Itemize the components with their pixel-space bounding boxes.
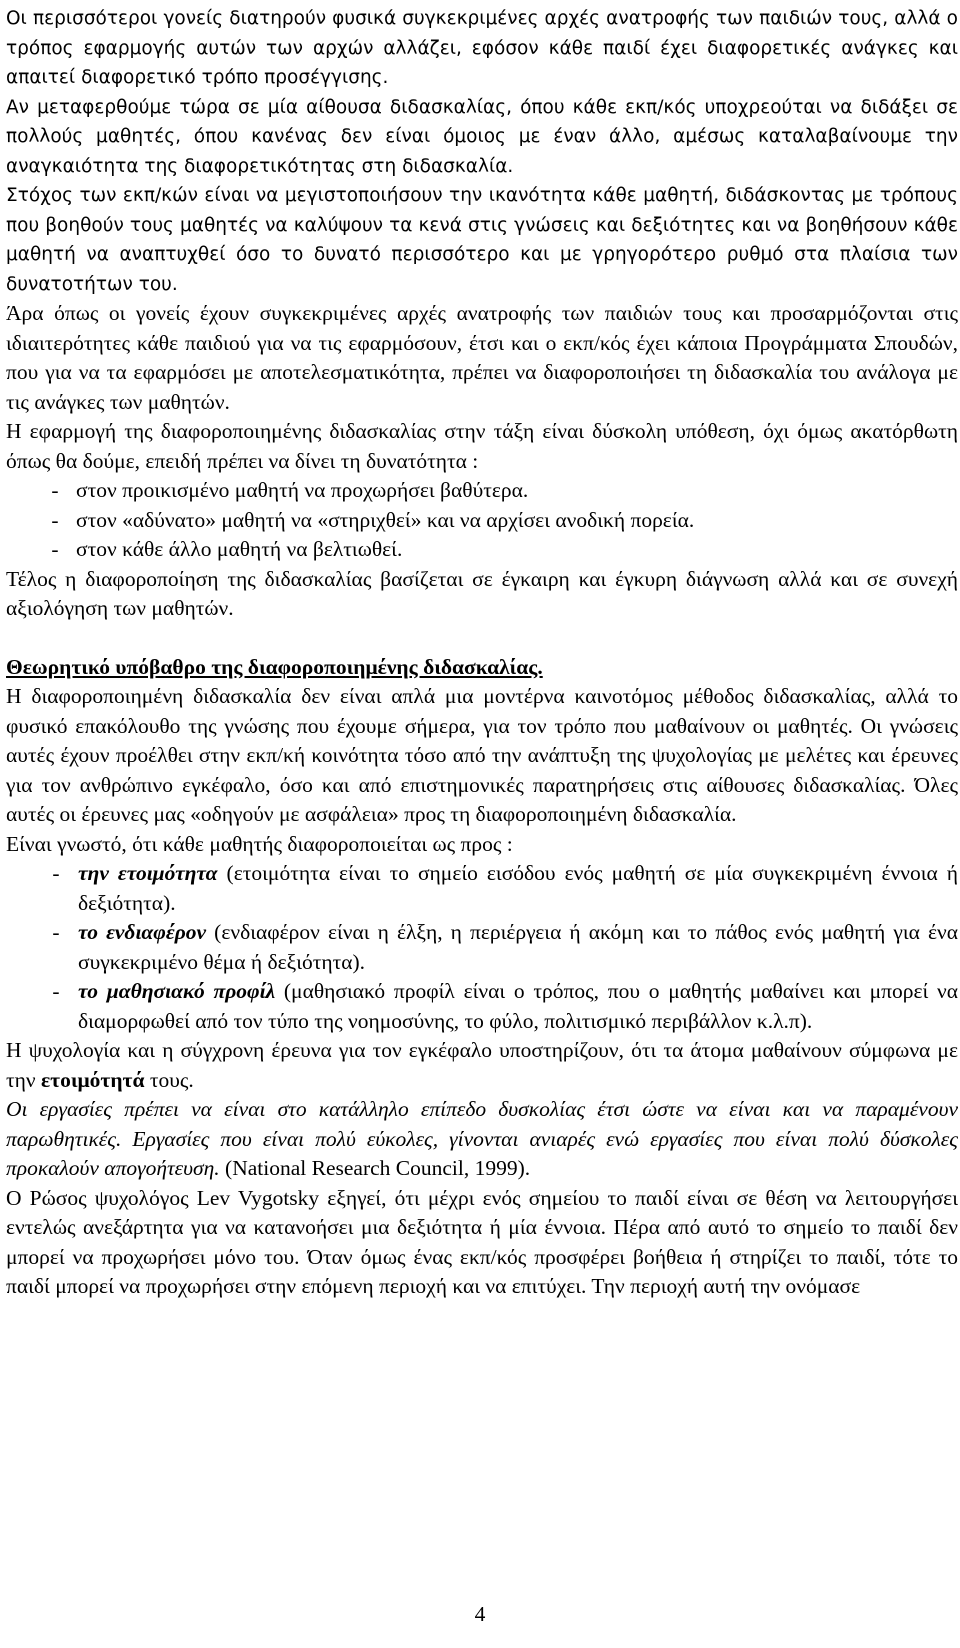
list-differences (6, 859, 958, 1036)
paragraph-text: Η ψυχολογία και η σύγχρονη έρευνα για τον εγκέφαλο υποστηρίζουν, ότι τα άτομα μαθαίνουν σύμφωνα με την (6, 1038, 958, 1092)
paragraph-quote (6, 1095, 958, 1184)
paragraph-student-differences: Είναι γνωστό, ότι κάθε μαθητής διαφοροποιείται ως προς : (6, 831, 513, 856)
bold-term: ετοιμότητά (40, 1067, 145, 1092)
list-item (6, 506, 958, 536)
term-readiness: την ετοιμότητα (78, 861, 218, 885)
term-description: (ενδιαφέρον είναι η έλξη, η περιέργεια ή ακόμη και το πάθος ενός μαθητή για ένα συγκεκριμένο θέμα ή δεξιότητα). (78, 920, 958, 974)
paragraph-theory: Η διαφοροποιημένη διδασκαλία δεν είναι απλά μια μοντέρνα καινοτόμος μέθοδος διδασκαλίας, αλλά το φυσικό επακόλουθο της γνώσης που έχουμε σήμερα, για τον τρόπο που μαθαίνουν οι μαθητές. Οι γνώσεις αυτές έχουν προέλθει στην εκπ/κή κοινότητα τόσο από την ανάπτυξη της ψυχολογίας με μελέτες και έρευνες για τον ανθρώπινο εγκέφαλο, όσο και από επιστημονικές παρατηρήσεις στις αίθουσες διδασκαλίας. Όλες αυτές οι έρευνες μας «οδηγούν με ασφάλεια» προς τη διαφοροποιημένη διδασκαλία. (6, 684, 958, 826)
list-item (6, 535, 958, 565)
paragraph-vygotsky: Ο Ρώσος ψυχολόγος Lev Vygotsky εξηγεί, ότι μέχρι ενός σημείου το παιδί είναι σε θέση να λειτουργήσει εντελώς ανεξάρτητα για να κατανοήσει μια δεξιότητα ή μία έννοια. Πέρα από αυτό το σημείο το παιδί δεν μπορεί να προχωρήσει μόνο του. Όταν όμως ένας εκπ/κός προσφέρει βοήθεια ή στηρίζει το παιδί, τότε το παιδί μπορεί να προχωρήσει στην επόμενη περιοχή και να επιτύχει. Την περιοχή αυτή την ονόμασε (6, 1185, 958, 1298)
citation: (National Research Council, 1999). (219, 1156, 531, 1180)
term-description: (ετοιμότητα είναι το σημείο εισόδου ενός μαθητή σε μία συγκεκριμένη έννοια ή δεξιότητα). (78, 861, 958, 915)
dash-bullet: - (52, 979, 60, 1003)
italic-quote: Οι εργασίες πρέπει να είναι στο κατάλληλο επίπεδο δυσκολίας έτσι ώστε να είναι και να παραμένουν παρωθητικές. Εργασίες που είναι πολύ εύκολες, γίνονται ανιαρές ενώ εργασίες που είναι πολύ δύσκολες προκαλούν απογοήτευση. (6, 1097, 958, 1180)
paragraph-parents-principles: Οι περισσότεροι γονείς διατηρούν φυσικά συγκεκριμένες αρχές ανατροφής των παιδιών τους, αλλά ο τρόπος εφαρμογής αυτών των αρχών αλλάζει, εφόσον κάθε παιδί έχει διαφορετικές ανάγκες και απαιτεί διαφορετικό τρόπο προσέγγισης. (6, 8, 958, 88)
dash-bullet: - (51, 537, 59, 561)
paragraph-application: Η εφαρμογή της διαφοροποιημένης διδασκαλίας στην τάξη είναι δύσκολη υπόθεση, όχι όμως ακατόρθωτη όπως θα δούμε, επειδή πρέπει να δίνει τη δυνατότητα : (6, 419, 958, 473)
dash-bullet: - (51, 507, 59, 532)
list-item (6, 918, 958, 977)
paragraph-curriculum: Άρα όπως οι γονείς έχουν συγκεκριμένες αρχές ανατροφής των παιδιών τους και προσαρμόζονται στις ιδιαιτερότητες κάθε παιδιού για να τις εφαρμόσουν, έτσι και ο εκπ/κός έχει κάποια Προγράμματα Σπουδών, που για να τα εφαρμόσει με αποτελεσματικότητα, πρέπει να διαφοροποιήσει τη διδασκαλία του ανάλογα με τις ανάγκες των μαθητών. (6, 301, 958, 414)
paragraph-diagnosis: Τέλος η διαφοροποίηση της διδασκαλίας βασίζεται σε έγκαιρη και έγκυρη διάγνωση αλλά και σε συνεχή αξιολόγηση των μαθητών. (6, 566, 958, 620)
list-item (6, 859, 958, 918)
list-item (6, 977, 958, 1036)
term-description: (μαθησιακό προφίλ είναι ο τρόπος, που ο μαθητής μαθαίνει και μπορεί να διαμορφωθεί από τον τύπο της νοημοσύνης, το φύλο, πολιτισμικό περιβάλλον κ.λ.π). (78, 979, 958, 1033)
term-learning-profile: το μαθησιακό προφίλ (78, 979, 276, 1003)
list-item-text (78, 859, 958, 918)
list-item-text: στον προικισμένο μαθητή να προχωρήσει βαθύτερα. (76, 478, 529, 502)
dash-bullet: - (52, 861, 60, 885)
page-content (6, 4, 958, 1302)
list-item-text (78, 977, 958, 1036)
list-item-text: στον «αδύνατο» μαθητή να «στηριχθεί» και να αρχίσει ανοδική πορεία. (76, 507, 695, 532)
paragraph-psychology (6, 1036, 958, 1095)
spacer (6, 624, 958, 653)
dash-bullet: - (52, 920, 60, 944)
list-application (6, 476, 958, 565)
paragraph-text: τους. (144, 1067, 194, 1092)
paragraph-teachers-goal: Στόχος των εκπ/κών είναι να μεγιστοποιήσουν την ικανότητα κάθε μαθητή, διδάσκοντας με τρόπους που βοηθούν τους μαθητές να καλύψουν τα κενά στις γνώσεις και δεξιότητες και να βοηθήσουν κάθε μαθητή να αναπτυχθεί όσο το δυνατό περισσότερο και με γρηγορότερο ρυθμό στα πλαίσια των δυνατοτήτων του. (6, 185, 958, 295)
list-item-text: στον κάθε άλλο μαθητή να βελτιωθεί. (76, 537, 403, 561)
list-item-text (78, 918, 958, 977)
dash-bullet: - (51, 478, 59, 502)
term-interest: το ενδιαφέρον (78, 920, 207, 944)
section-heading: Θεωρητικό υπόβαθρο της διαφοροποιημένης διδασκαλίας. (6, 654, 543, 679)
paragraph-classroom: Αν μεταφερθούμε τώρα σε μία αίθουσα διδασκαλίας, όπου κάθε εκπ/κός υποχρεούται να διδάξει σε πολλούς μαθητές, όπου κανένας δεν είναι όμοιος με έναν άλλο, αμέσως καταλαβαίνουμε την αναγκαιότητα της διαφορετικότητας στη διδασκαλία. (6, 96, 958, 177)
page-number: 4 (474, 1602, 486, 1626)
list-item (6, 476, 958, 506)
